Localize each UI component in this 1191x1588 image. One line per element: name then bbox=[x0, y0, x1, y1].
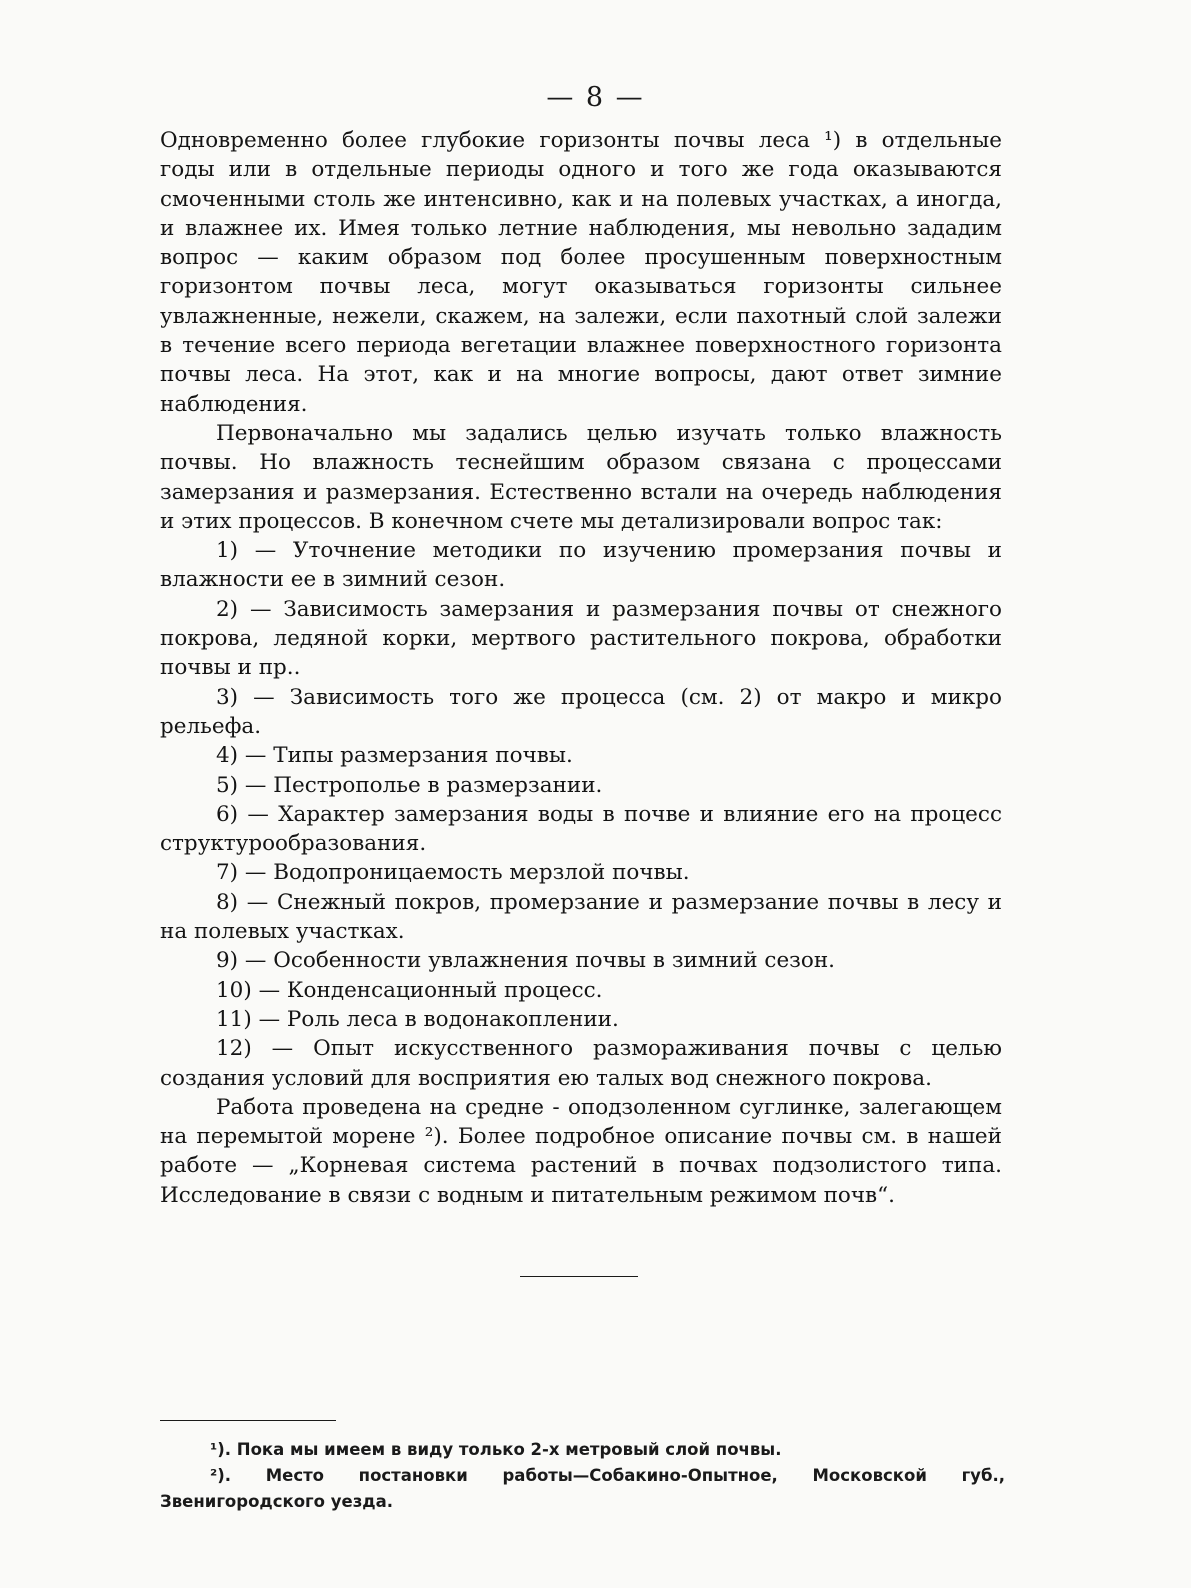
page-number: — 8 — bbox=[546, 82, 645, 113]
list-item: 6) — Характер замерзания воды в почве и влияние его на процесс структурообразования. bbox=[160, 801, 1002, 857]
footnote-1: ¹). Пока мы имеем в виду только 2-х метровый слой почвы. bbox=[210, 1440, 782, 1459]
list-item: 2) — Зависимость замерзания и размерзания почвы от снежного покрова, ледяной корки, мертвого растительного покрова, обработки почвы и пр.. bbox=[160, 596, 1002, 681]
list-item: 7) — Водопроницаемость мерзлой почвы. bbox=[216, 860, 690, 886]
paragraph-3: Работа проведена на средне - оподзоленном суглинке, залегающем на перемытой морене ²). Более подробное описание почвы см. в нашей работе — „Корневая система растений в почвах подзолистого типа. Исследование в связи с водным и питательным режимом почв“. bbox=[160, 1094, 1002, 1208]
footnote-divider bbox=[160, 1420, 336, 1421]
section-divider bbox=[520, 1276, 638, 1277]
list-item: 8) — Снежный покров, промерзание и размерзание почвы в лесу и на полевых участках. bbox=[160, 889, 1002, 945]
list-item: 1) — Уточнение методики по изучению промерзания почвы и влажности ее в зимний сезон. bbox=[160, 538, 1002, 593]
list-item: 11) — Роль леса в водонакоплении. bbox=[216, 1006, 619, 1032]
body-text bbox=[160, 126, 1002, 1210]
list-item: 4) — Типы размерзания почвы. bbox=[216, 743, 573, 769]
paragraph-1: Одновременно более глубокие горизонты почвы леса ¹) в отдельные годы или в отдельные периоды одного и того же года оказываются смоченными столь же интенсивно, как и на полевых участках, а иногда, и влажнее их. Имея только летние наблюдения, мы невольно зададим вопрос — каким образом под более просушенным поверхностным горизонтом почвы леса, могут оказываться горизонты сильнее увлажненные, нежели, скажем, на залежи, если пахотный слой залежи в течение всего периода вегетации влажнее поверхностного горизонта почвы леса. На этот, как и на многие вопросы, дают ответ зимние наблюдения. bbox=[160, 128, 1002, 417]
footnote-2: ²). Место постановки работы—Собакино-Опытное, Московской губ., Звенигородского уезда. bbox=[160, 1466, 1005, 1511]
footnotes bbox=[160, 1437, 1005, 1515]
paragraph-2: Первоначально мы задались целью изучать только влажность почвы. Но влажность теснейшим образом связана с процессами замерзания и размерзания. Естественно встали на очередь наблюдения и этих процессов. В конечном счете мы детализировали вопрос так: bbox=[160, 420, 1002, 534]
list-item: 9) — Особенности увлажнения почвы в зимний сезон. bbox=[216, 948, 836, 974]
list-item: 12) — Опыт искусственного размораживания почвы с целью создания условий для восприятия ею талых вод снежного покрова. bbox=[160, 1036, 1002, 1091]
numbered-list bbox=[160, 536, 1002, 1093]
list-item: 5) — Пестрополье в размерзании. bbox=[216, 772, 603, 798]
list-item: 3) — Зависимость того же процесса (см. 2) от макро и микро рельефа. bbox=[160, 684, 1002, 739]
list-item: 10) — Конденсационный процесс. bbox=[216, 977, 603, 1003]
